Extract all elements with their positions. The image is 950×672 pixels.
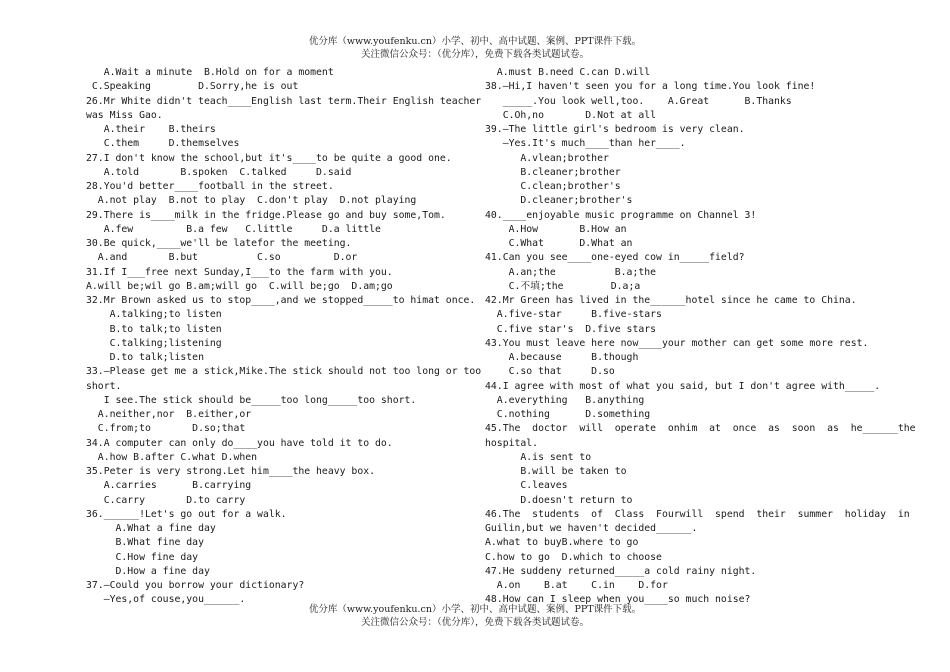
exam-line: C.nothing D.something bbox=[485, 409, 651, 420]
exam-line: 26.Mr White didn't teach____English last term.Their English teacher bbox=[86, 95, 482, 107]
exam-line: 37.—Could you borrow your dictionary? bbox=[86, 580, 305, 591]
exam-line: 39.—The little girl's bedroom is very clean. bbox=[485, 124, 745, 135]
exam-line: 28.You'd better____football in the street. bbox=[86, 181, 334, 192]
right-column bbox=[485, 66, 916, 608]
exam-line: 30.Be quick,____we'll be latefor the meeting. bbox=[86, 238, 352, 249]
exam-line: A.and B.but C.so D.or bbox=[86, 252, 358, 264]
footer-line-2: 关注微信公众号：（优分库），免费下载各类试题试卷。 bbox=[360, 617, 589, 628]
header-line-2: 关注微信公众号：（优分库），免费下载各类试题试卷。 bbox=[360, 49, 589, 60]
exam-line: 45.The doctor will operate onhim at once as soon as he______the bbox=[485, 423, 916, 435]
exam-line: A.their B.theirs bbox=[86, 124, 216, 135]
exam-line: 44.I agree with most of what you said, but I don't agree with_____. bbox=[485, 380, 881, 392]
exam-line: 29.There is____milk in the fridge.Please go and buy some,Tom. bbox=[86, 209, 446, 221]
exam-line: 47.He suddeny returned_____a cold rainy night. bbox=[485, 565, 757, 577]
exam-line: was Miss Gao. bbox=[86, 109, 163, 121]
exam-line: Guilin,but we haven't decided______. bbox=[485, 523, 698, 534]
exam-line: 38.—Hi,I haven't seen you for a long time.You look fine! bbox=[485, 81, 816, 93]
exam-line: C.clean;brother's bbox=[485, 181, 621, 192]
exam-line: C.five star's D.five stars bbox=[485, 323, 657, 335]
exam-line: 27.I don't know the school,but it's____to be quite a good one. bbox=[86, 152, 452, 164]
exam-line: A.five-star B.five-stars bbox=[485, 309, 662, 321]
exam-line: A.is sent to bbox=[485, 451, 592, 463]
exam-line: 42.Mr Green has lived in the______hotel since he came to China. bbox=[485, 295, 857, 306]
exam-line: C.them D.themselves bbox=[86, 138, 240, 150]
exam-line: A.neither,nor B.either,or bbox=[86, 409, 252, 420]
exam-line: 40.____enjoyable music programme on Channel 3! bbox=[485, 209, 757, 221]
exam-line: A.vlean;brother bbox=[485, 152, 609, 164]
exam-line: A.not play B.not to play C.don't play D.not playing bbox=[86, 195, 417, 207]
exam-line: 33.—Please get me a stick,Mike.The stick should not too long or too bbox=[86, 366, 482, 378]
exam-line: D.doesn't return to bbox=[485, 494, 633, 506]
exam-line: 48.How can I sleep when you____so much noise? bbox=[485, 594, 751, 606]
exam-line: hospital. bbox=[485, 437, 539, 449]
exam-line: C.leaves bbox=[485, 480, 568, 492]
exam-line: A.how B.after C.what D.when bbox=[86, 451, 258, 463]
exam-line: D.How a fine day bbox=[86, 565, 210, 577]
exam-line: C.carry D.to carry bbox=[86, 494, 246, 506]
exam-line: B.cleaner;brother bbox=[485, 166, 621, 178]
exam-line: C.talking;listening bbox=[86, 337, 222, 349]
exam-line: A.carries B.carrying bbox=[86, 480, 252, 492]
exam-line: 36.______!Let's go out for a walk. bbox=[86, 508, 287, 520]
exam-line: C.不填;the D.a;a bbox=[485, 280, 641, 292]
exam-line: A.talking;to listen bbox=[86, 309, 222, 321]
exam-line: A.an;the B.a;the bbox=[485, 266, 657, 278]
exam-line: 31.If I___free next Sunday,I___to the farm with you. bbox=[86, 266, 393, 278]
exam-line: A.few B.a few C.little D.a little bbox=[86, 223, 381, 235]
exam-line: C.how to go D.which to choose bbox=[485, 551, 662, 563]
exam-line: —Yes,of couse,you______. bbox=[86, 594, 246, 606]
exam-line: A.What a fine day bbox=[86, 523, 216, 534]
exam-line: —Yes.It's much____than her____. bbox=[485, 138, 686, 150]
exam-line: A.on B.at C.in D.for bbox=[485, 580, 668, 591]
exam-line: 41.Can you see____one-eyed cow in_____field? bbox=[485, 252, 745, 264]
page-header bbox=[0, 35, 950, 61]
exam-line: B.will be taken to bbox=[485, 466, 627, 477]
exam-line: A.because B.though bbox=[485, 352, 639, 363]
page-footer bbox=[0, 603, 950, 629]
exam-line: 32.Mr Brown asked us to stop____,and we stopped_____to himat once. bbox=[86, 295, 476, 306]
exam-line: B.What fine day bbox=[86, 537, 204, 549]
exam-line: C.from;to D.so;that bbox=[86, 423, 246, 435]
header-line-1: 优分库（www.youfenku.cn）小学、初中、高中试题、案例、PPT课件下载。 bbox=[308, 36, 642, 47]
exam-line: D.to talk;listen bbox=[86, 352, 204, 363]
exam-line: B.to talk;to listen bbox=[86, 323, 222, 335]
exam-line: C.so that D.so bbox=[485, 366, 615, 378]
exam-line: 46.The students of Class Fourwill spend their summer holiday in bbox=[485, 508, 910, 520]
exam-line: A.everything B.anything bbox=[485, 394, 645, 406]
exam-line: C.How fine day bbox=[86, 551, 199, 563]
exam-line: A.must B.need C.can D.will bbox=[485, 67, 651, 78]
exam-line: 43.You must leave here now____your mother can get some more rest. bbox=[485, 337, 869, 349]
left-column bbox=[86, 66, 482, 608]
exam-line: A.Wait a minute B.Hold on for a moment bbox=[86, 67, 334, 78]
exam-line: 35.Peter is very strong.Let him____the heavy box. bbox=[86, 466, 376, 477]
exam-line: I see.The stick should be_____too long_____too short. bbox=[86, 394, 417, 406]
exam-line: D.cleaner;brother's bbox=[485, 195, 633, 207]
exam-line: A.will be;wil go B.am;will go C.will be;go D.am;go bbox=[86, 280, 393, 292]
exam-line: C.Speaking D.Sorry,he is out bbox=[86, 81, 299, 93]
footer-line-1: 优分库（www.youfenku.cn）小学、初中、高中试题、案例、PPT课件下载。 bbox=[308, 604, 642, 615]
exam-line: A.told B.spoken C.talked D.said bbox=[86, 166, 352, 178]
exam-line: A.what to buyB.where to go bbox=[485, 537, 639, 549]
exam-line: A.How B.How an bbox=[485, 223, 627, 235]
exam-line: C.What D.What an bbox=[485, 238, 633, 249]
exam-line: short. bbox=[86, 380, 122, 392]
exam-line: 34.A computer can only do____you have told it to do. bbox=[86, 437, 393, 449]
exam-line: _____.You look well,too. A.Great B.Thanks bbox=[485, 95, 792, 107]
exam-line: C.Oh,no D.Not at all bbox=[485, 109, 657, 121]
